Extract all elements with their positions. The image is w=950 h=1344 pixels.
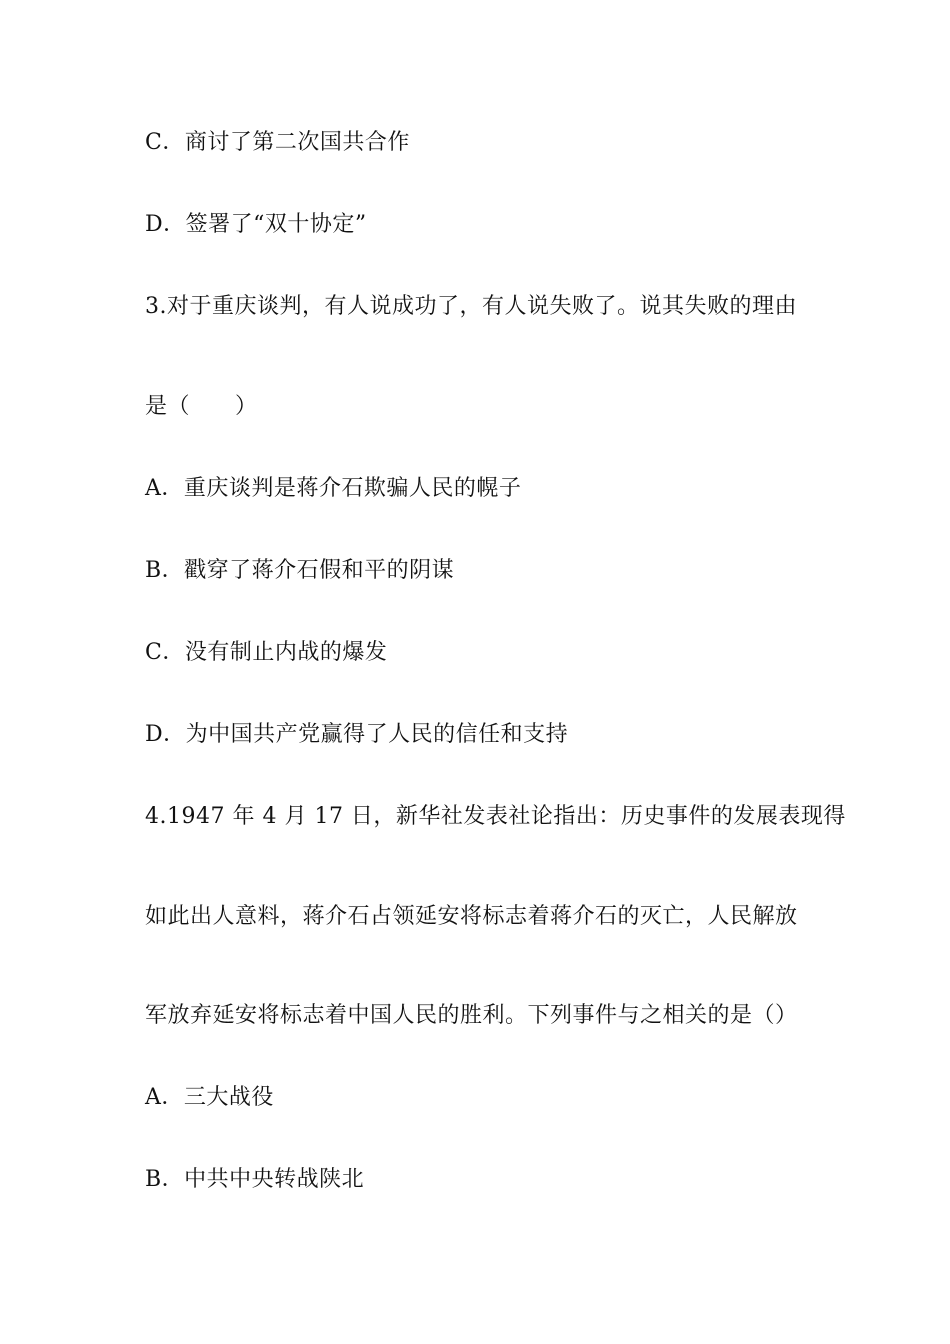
q3-option-a: A．重庆谈判是蒋介石欺骗人民的幌子	[145, 476, 522, 501]
q3-option-b: B．戳穿了蒋介石假和平的阴谋	[145, 558, 455, 583]
q3-stem-line-2: 是（ ）	[145, 394, 258, 419]
q3-option-d: D．为中国共产党赢得了人民的信任和支持	[145, 722, 569, 747]
q3-option-c: C．没有制止内战的爆发	[145, 640, 388, 665]
q3-stem-line-1: 3.对于重庆谈判，有人说成功了，有人说失败了。说其失败的理由	[145, 294, 797, 319]
q4-option-a: A．三大战役	[145, 1085, 274, 1110]
q4-option-b: B．中共中央转战陕北	[145, 1167, 365, 1192]
q2-option-c: C．商讨了第二次国共合作	[145, 130, 410, 155]
q4-stem-line-3: 军放弃延安将标志着中国人民的胜利。下列事件与之相关的是（）	[145, 1003, 798, 1028]
q4-stem-line-2: 如此出人意料，蒋介石占领延安将标志着蒋介石的灭亡，人民解放	[145, 904, 798, 929]
q4-stem-line-1: 4.1947 年 4 月 17 日，新华社发表社论指出：历史事件的发展表现得	[145, 804, 846, 829]
q2-option-d: D．签署了“双十协定”	[145, 212, 367, 237]
